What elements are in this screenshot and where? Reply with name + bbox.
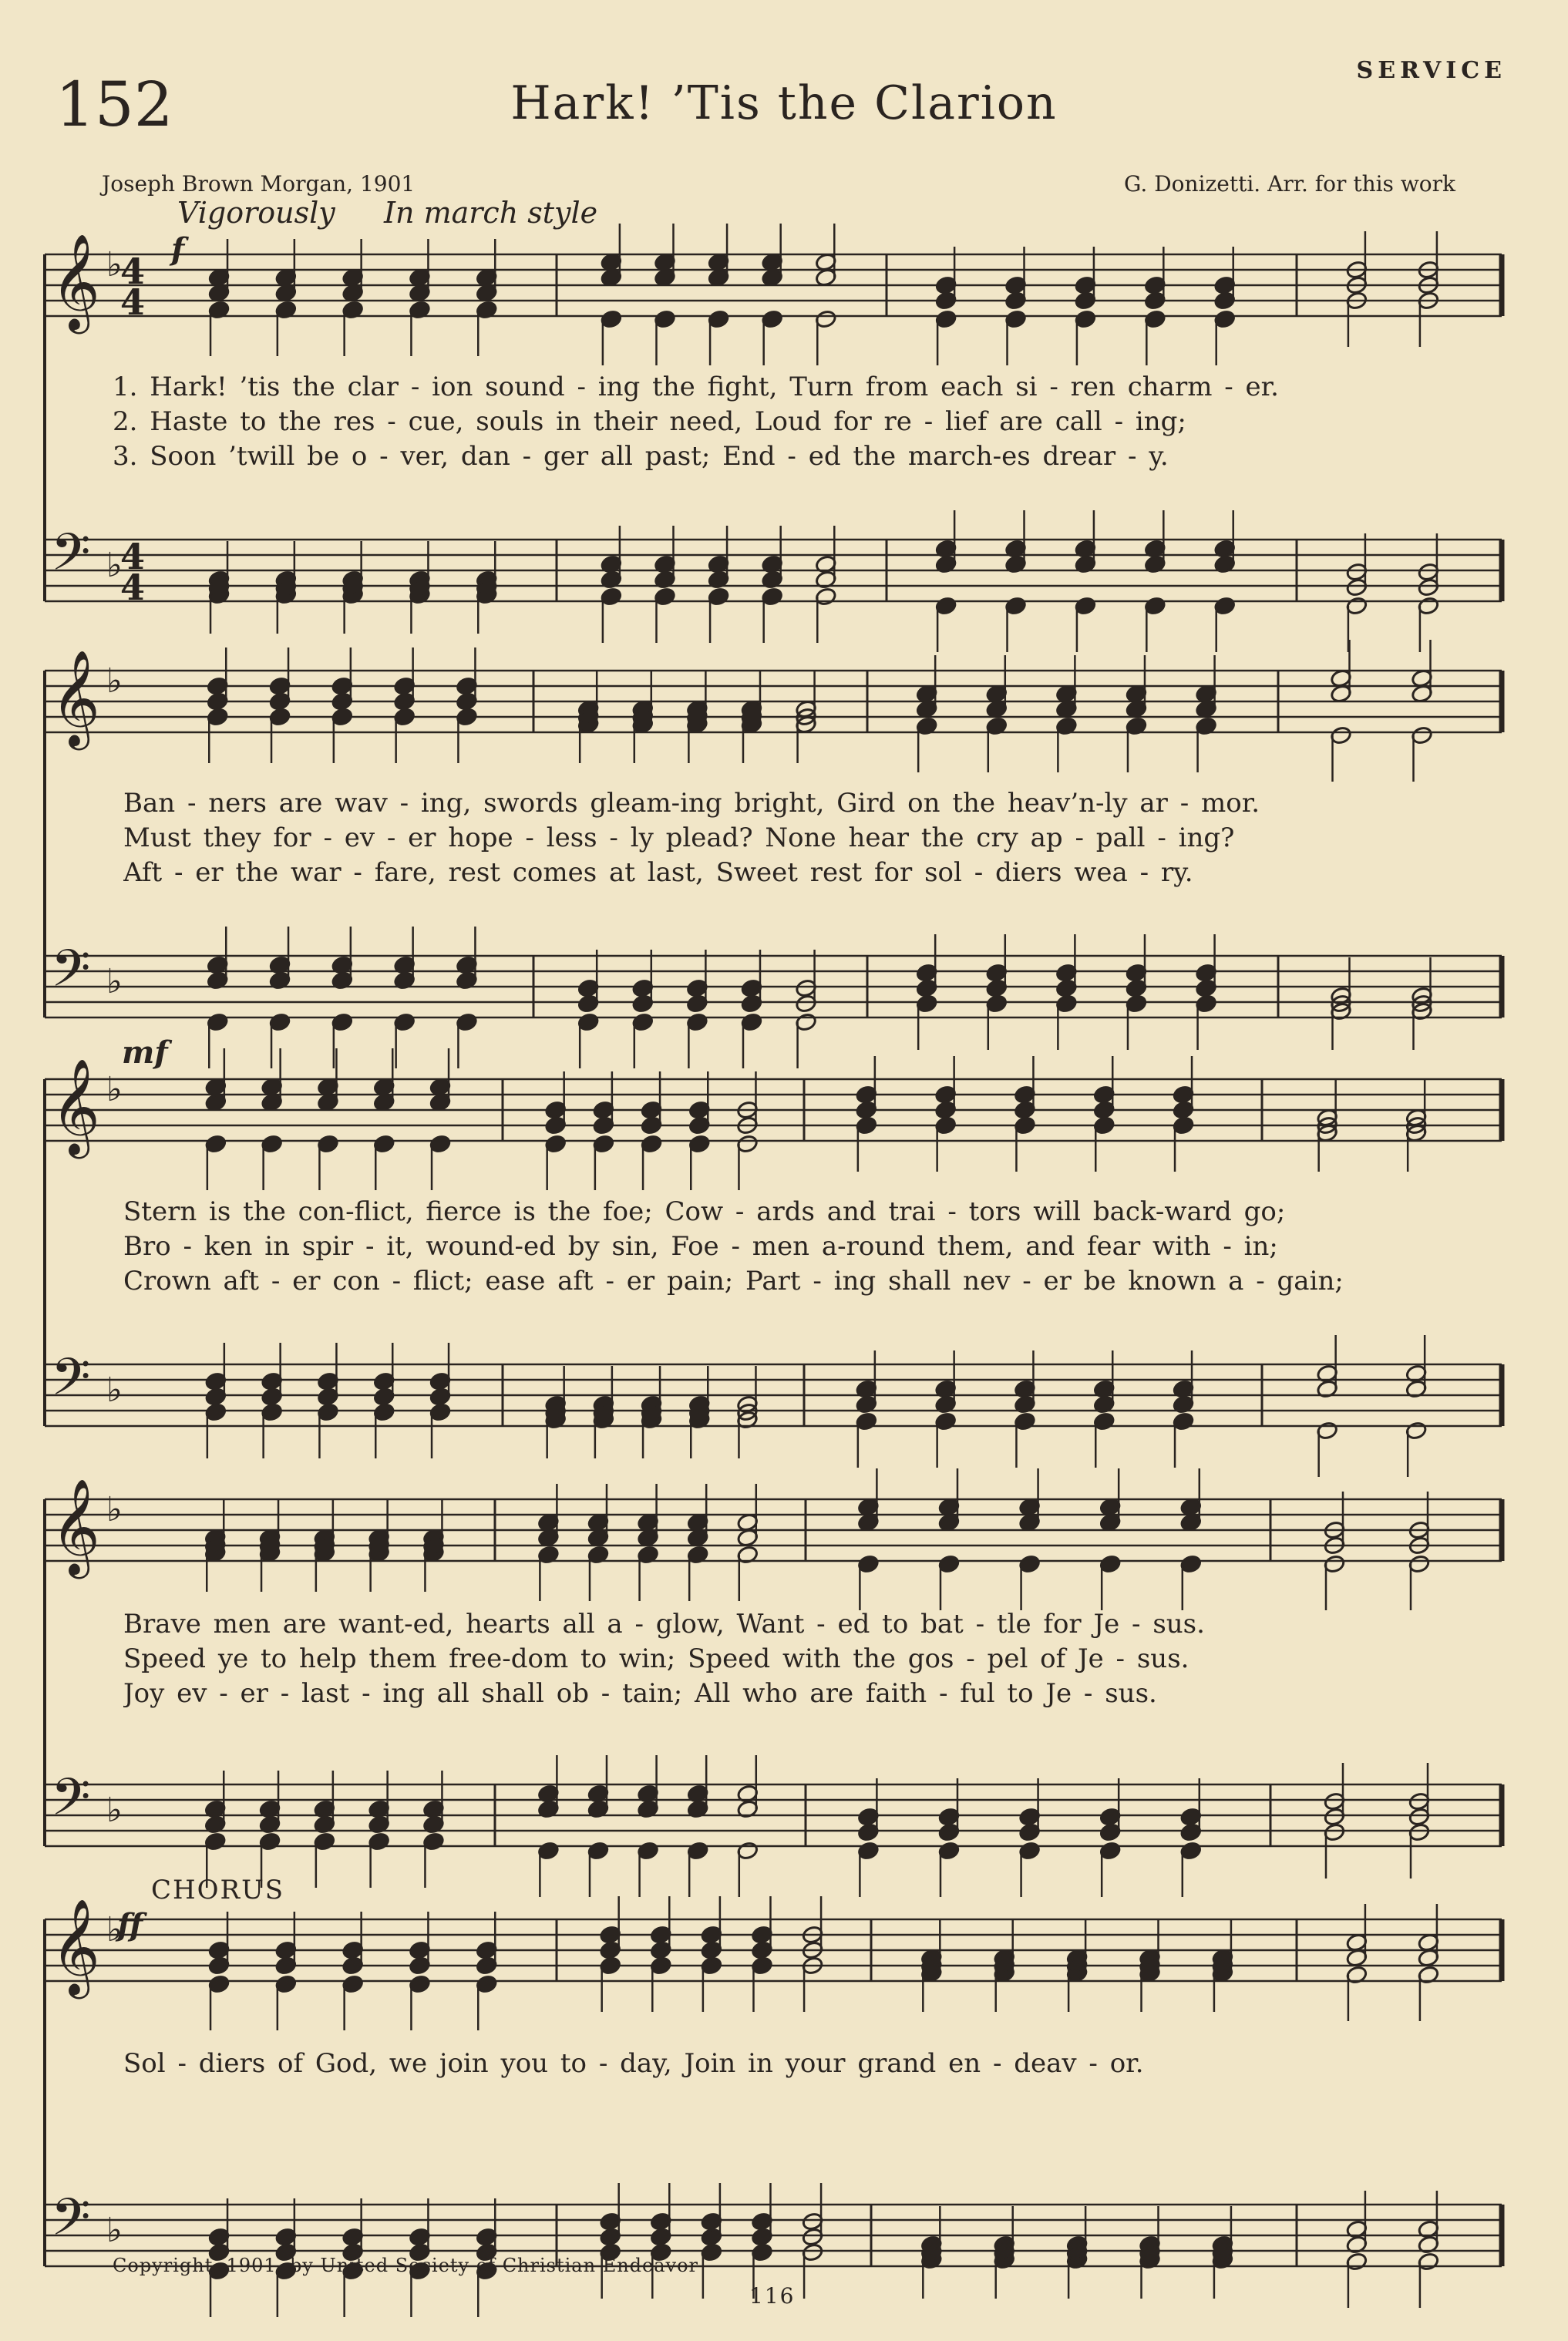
hymn-number: 152 — [56, 69, 173, 140]
tempo-marking: Vigorously — [177, 196, 335, 230]
section-label: SERVICE — [1356, 57, 1506, 84]
treble-clef: 𝄞 — [51, 650, 100, 746]
key-signature-flat: ♭ — [106, 1910, 123, 1949]
lyric-line: 1. Hark! ’tis the clar - ion sound - ing the fight, Turn from each si - ren charm - er. — [113, 372, 1279, 402]
lyric-line: Crown aft - er con - flict; ease aft - er pain; Part - ing shall nev - er be known a - gain; — [123, 1266, 1344, 1297]
lyric-line: Aft - er the war - fare, rest comes at last, Sweet rest for sol - diers wea - ry. — [123, 857, 1193, 888]
treble-clef: 𝄞 — [51, 1058, 100, 1155]
time-signature: 4 — [120, 281, 146, 323]
lyric-line: Must they for - ev - er hope - less - ly plead? None hear the cry ap - pall - ing? — [123, 822, 1235, 853]
page-number: 116 — [749, 2283, 796, 2309]
dynamic-mezzo-forte: mf — [122, 1034, 168, 1071]
treble-clef: 𝄞 — [51, 234, 100, 330]
key-signature-flat: ♭ — [106, 546, 123, 585]
hymn-title: Hark! ’Tis the Clarion — [510, 76, 1058, 130]
bass-clef: 𝄢 — [51, 1347, 91, 1419]
key-signature-flat: ♭ — [106, 962, 123, 1001]
key-signature-flat: ♭ — [106, 1791, 123, 1830]
lyric-line: Bro - ken in spir - it, wound-ed by sin, Foe - men a-round them, and fear with - in; — [123, 1231, 1278, 1262]
dynamic-forte: f — [171, 231, 185, 267]
lyric-line: Speed ye to help them free-dom to win; Speed with the gos - pel of Je - sus. — [123, 1643, 1189, 1674]
key-signature-flat: ♭ — [106, 661, 123, 701]
key-signature-flat: ♭ — [106, 245, 123, 284]
lyric-line: Brave men are want-ed, hearts all a - glow, Want - ed to bat - tle for Je - sus. — [123, 1609, 1205, 1640]
lyric-line: Sol - diers of God, we join you to - day, Join in your grand en - deav - or. — [123, 2048, 1144, 2079]
bass-clef: 𝄢 — [51, 2188, 91, 2259]
dynamic-fortissimo: ff — [117, 1907, 143, 1943]
lyric-line: 2. Haste to the res - cue, souls in their need, Loud for re - lief are call - ing; — [113, 406, 1186, 437]
key-signature-flat: ♭ — [106, 1490, 123, 1529]
key-signature-flat: ♭ — [106, 2211, 123, 2250]
bass-clef: 𝄢 — [51, 1768, 91, 1839]
time-signature: 4 — [120, 567, 146, 608]
time-signature: 4 — [120, 536, 146, 577]
chorus-label: CHORUS — [151, 1875, 285, 1905]
copyright-notice: Copyright, 1901, by United Society of Christian Endeavor — [113, 2255, 699, 2276]
composer-credit: G. Donizetti. Arr. for this work — [1124, 171, 1455, 197]
treble-clef: 𝄞 — [51, 1478, 100, 1575]
time-signature: 4 — [120, 251, 146, 292]
bass-clef: 𝄢 — [51, 939, 91, 1011]
key-signature-flat: ♭ — [106, 1371, 123, 1410]
bass-clef: 𝄢 — [51, 523, 91, 594]
lyric-line: 3. Soon ’twill be o - ver, dan - ger all past; End - ed the march-es drear - y. — [113, 441, 1169, 472]
key-signature-flat: ♭ — [106, 1070, 123, 1109]
lyric-line: Stern is the con-flict, fierce is the foe; Cow - ards and trai - tors will back-ward go; — [123, 1196, 1286, 1227]
style-marking: In march style — [384, 196, 598, 230]
lyric-line: Ban - ners are wav - ing, swords gleam-ing bright, Gird on the heav’n-ly ar - mor. — [123, 788, 1260, 819]
lyric-line: Joy ev - er - last - ing all shall ob - tain; All who are faith - ful to Je - sus. — [123, 1678, 1157, 1709]
treble-clef: 𝄞 — [51, 1899, 100, 1995]
author-credit: Joseph Brown Morgan, 1901 — [102, 171, 416, 197]
